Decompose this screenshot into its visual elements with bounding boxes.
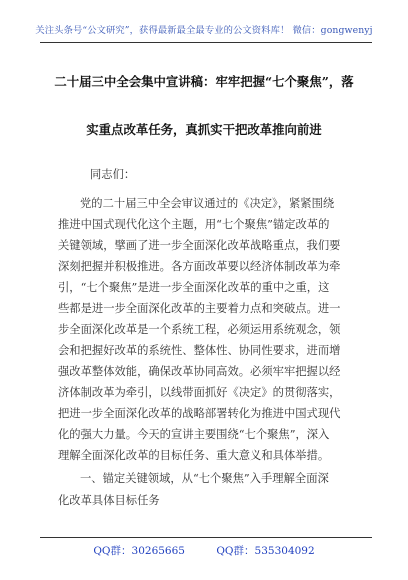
footer-qq-group-1: QQ群：30265665 — [93, 545, 185, 557]
body-line: 济体制改革为牵引，以线带面抓好《决定》的贯彻落实， — [58, 386, 341, 399]
body-line: 化的强大力量。今天的宣讲主要围绕“七个聚焦”，深入 — [58, 428, 330, 441]
body-line: 强改革整体效能，确保改革协同高效。必须牢牢把握以经 — [58, 365, 341, 378]
header-banner: 关注头条号“公文研究”，获得最新最全最专业的公文资料库！ 微信：gongwenyj — [35, 25, 373, 36]
footer-qq-group-2: QQ群：535304092 — [216, 545, 315, 557]
document-title-line-1: 二十届三中全会集中宣讲稿：牢牢把握“七个聚焦”，落 — [54, 74, 354, 89]
body-line: 步全面深化改革是一个系统工程，必须运用系统观念，领 — [58, 323, 341, 336]
footer-divider — [40, 537, 372, 538]
salutation: 同志们： — [90, 168, 136, 181]
body-line: 把进一步全面深化改革的战略部署转化为推进中国式现代 — [58, 407, 341, 420]
header-divider — [40, 42, 372, 43]
section-heading-line-2: 化改革具体目标任务 — [58, 494, 160, 507]
section-heading-line-1: 一、锚定关键领域，从“七个聚焦”入手理解全面深 — [80, 472, 329, 485]
footer — [0, 543, 408, 558]
body-line: 关键领域，擘画了进一步全面深化改革战略重点，我们要 — [58, 239, 341, 252]
body-line: 深刻把握并积极推进。各方面改革要以经济体制改革为牵 — [58, 260, 341, 273]
body-line: 引，“七个聚焦”是进一步全面深化改革的重中之重，这 — [58, 281, 330, 294]
body-line: 推进中国式现代化这个主题，用“七个聚焦”锚定改革的 — [58, 218, 330, 231]
body-line: 些都是进一步全面深化改革的主要着力点和突破点。进一 — [58, 302, 341, 315]
document-title-line-2: 实重点改革任务，真抓实干把改革推向前进 — [86, 122, 322, 137]
body-line: 会和把握好改革的系统性、整体性、协同性要求，进而增 — [58, 344, 341, 357]
body-line: 党的二十届三中全会审议通过的《决定》，紧紧围绕 — [80, 197, 335, 210]
body-line: 理解全面深化改革的目标任务、重大意义和具体举措。 — [58, 449, 330, 462]
